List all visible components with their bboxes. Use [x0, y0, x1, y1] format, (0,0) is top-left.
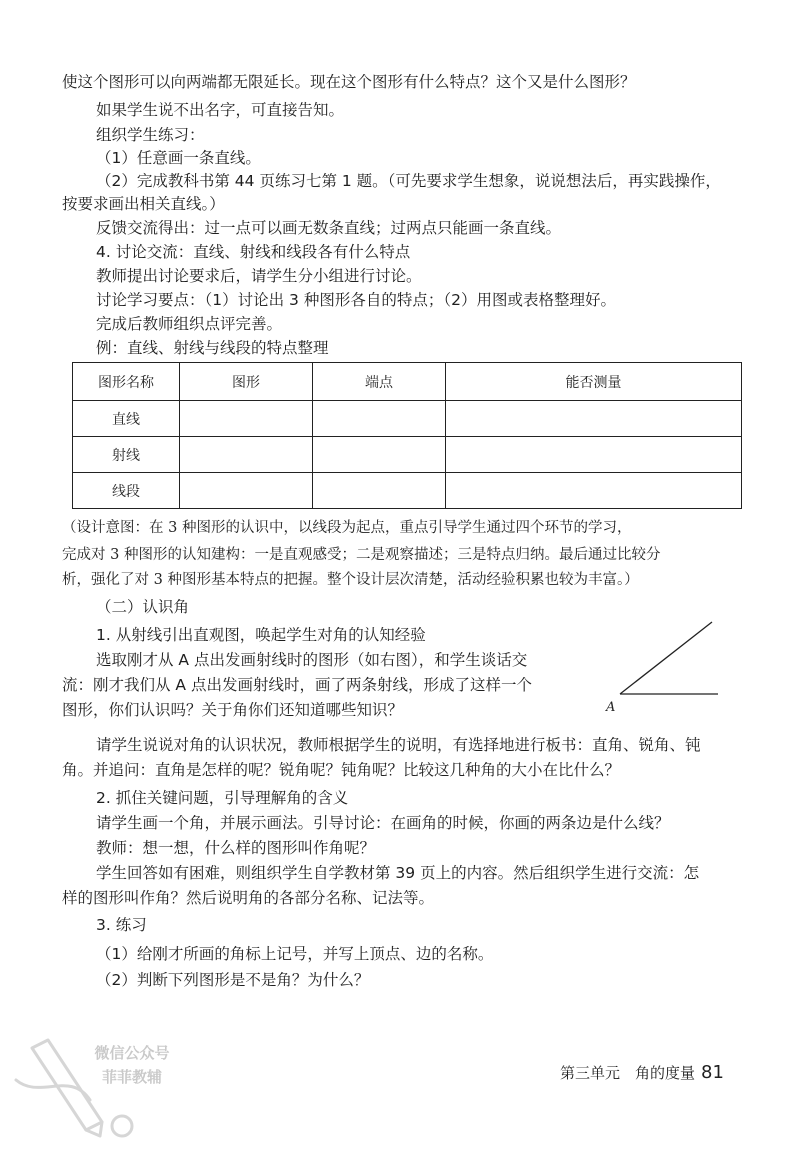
table-row	[73, 437, 742, 473]
unit-title: 第三单元 角的度量	[560, 1064, 696, 1082]
table-cell: 直线	[73, 401, 180, 437]
angle-ray-upper	[620, 622, 712, 694]
section-heading: 4. 讨论交流：直线、射线和线段各有什么特点	[96, 243, 411, 261]
section-heading: （二）认识角	[96, 598, 190, 616]
angle-diagram	[600, 618, 720, 713]
paragraph: 学生回答如有困难，则组织学生自学教材第 39 页上的内容。然后组织学生进行交流：怎	[96, 864, 700, 882]
table-cell	[180, 473, 313, 509]
paragraph: 组织学生练习：	[96, 126, 205, 144]
watermark	[10, 1030, 170, 1140]
design-note-line: （设计意图：在 3 种图形的认识中，以线段为起点，重点引导学生通过四个环节的学习，	[62, 520, 632, 536]
table-header-cell: 能否测量	[446, 363, 742, 401]
table-cell	[180, 437, 313, 473]
table-cell	[313, 437, 446, 473]
paragraph: 按要求画出相关直线。）	[62, 195, 225, 213]
table-caption: 例：直线、射线与线段的特点整理	[96, 339, 329, 357]
section-heading: 1. 从射线引出直观图，唤起学生对角的认知经验	[96, 626, 426, 644]
paragraph: 选取刚才从 A 点出发画射线时的图形（如右图），和学生谈话交	[96, 651, 528, 669]
table-cell	[446, 437, 742, 473]
watermark-line: 菲菲教辅	[101, 1068, 162, 1086]
vertex-label: A	[606, 700, 616, 713]
paragraph: 使这个图形可以向两端都无限延长。现在这个图形有什么特点？这个又是什么图形？	[62, 73, 636, 91]
table-cell: 射线	[73, 437, 180, 473]
features-table	[72, 362, 742, 509]
paragraph: 样的图形叫作角？然后说明角的各部分名称、记法等。	[62, 889, 435, 907]
design-note-line: 完成对 3 种图形的认知建构：一是直观感受；二是观察描述；三是特点归纳。最后通过比较分	[62, 547, 661, 563]
paragraph: （1）任意画一条直线。	[96, 149, 261, 167]
table-row	[73, 473, 742, 509]
paragraph: 讨论学习要点：（1）讨论出 3 种图形各自的特点；（2）用图或表格整理好。	[96, 291, 616, 309]
table-cell	[446, 473, 742, 509]
section-heading: 3. 练习	[96, 916, 147, 934]
paragraph: 角。并追问：直角是怎样的呢？锐角呢？钝角呢？比较这几种角的大小在比什么？	[62, 761, 621, 779]
watermark-line: 微信公众号	[94, 1044, 170, 1062]
table-header-cell: 图形	[180, 363, 313, 401]
paragraph: 请学生说说对角的认识状况，教师根据学生的说明，有选择地进行板书：直角、锐角、钝	[96, 736, 701, 754]
paragraph: 教师：想一想，什么样的图形叫作角呢？	[96, 839, 376, 857]
table-cell: 线段	[73, 473, 180, 509]
paragraph: 完成后教师组织点评完善。	[96, 315, 283, 333]
table-header-cell: 图形名称	[73, 363, 180, 401]
angle-figure	[600, 618, 720, 713]
page-footer	[560, 1062, 724, 1083]
paragraph: 教师提出讨论要求后，请学生分小组进行讨论。	[96, 267, 422, 285]
table-header-row	[73, 363, 742, 401]
table-cell	[313, 473, 446, 509]
design-note-line: 析，强化了对 3 种图形基本特点的把握。整个设计层次清楚，活动经验积累也较为丰富。）	[62, 572, 639, 588]
table-cell	[446, 401, 742, 437]
paragraph: 流：刚才我们从 A 点出发画射线时，画了两条射线，形成了这样一个	[62, 676, 532, 694]
paragraph: 图形，你们认识吗？关于角你们还知道哪些知识？	[62, 701, 404, 719]
paragraph: 反馈交流得出：过一点可以画无数条直线；过两点只能画一条直线。	[96, 219, 562, 237]
paragraph: 如果学生说不出名字，可直接告知。	[96, 101, 345, 119]
page-number: 81	[701, 1062, 724, 1083]
table-cell	[180, 401, 313, 437]
paragraph: （2）判断下列图形是不是角？为什么？	[96, 971, 370, 989]
paragraph: （2）完成教科书第 44 页练习七第 1 题。（可先要求学生想象，说说想法后，再实践操作，	[96, 172, 721, 190]
table-row	[73, 401, 742, 437]
paragraph: 请学生画一个角，并展示画法。引导讨论：在画角的时候，你画的两条边是什么线？	[96, 814, 670, 832]
section-heading: 2. 抓住关键问题，引导理解角的含义	[96, 789, 349, 807]
table-header-cell: 端点	[313, 363, 446, 401]
table-cell	[313, 401, 446, 437]
paragraph: （1）给刚才所画的角标上记号，并写上顶点、边的名称。	[96, 945, 494, 963]
